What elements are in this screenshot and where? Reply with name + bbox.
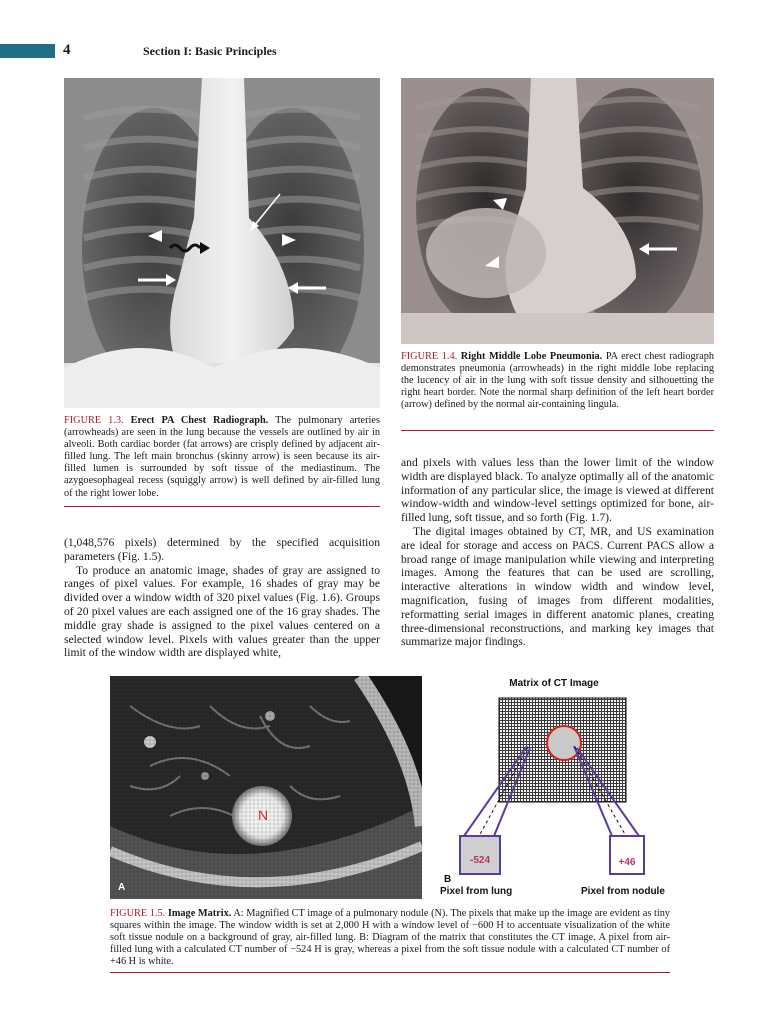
right-paragraph-2: The digital images obtained by CT, MR, and US examination are ideal for storage and access on PACS. Current PACS allow a broad range of image manipulation while viewing and interpreting images. Among the features that can be used are scrolling, interactive alterations in window width and window level, magnification, fusing of images from different modalities, reformatting serial images in different anatomic planes, creating three-dimensional reconstructions, and marking key images that summarize major findings. xyxy=(401,524,714,649)
section-tab xyxy=(0,44,55,58)
nodule-pixel-caption: Pixel from nodule xyxy=(581,886,665,897)
figure-1-3-label: FIGURE 1.3. xyxy=(64,415,124,426)
figure-1-4-rule xyxy=(401,430,714,431)
figure-1-5-title: Image Matrix. xyxy=(167,908,232,919)
nodule-label: N xyxy=(258,807,269,823)
nodule-pixel-value: +46 xyxy=(618,857,636,868)
panel-b-letter: B xyxy=(444,874,452,885)
left-column-text xyxy=(64,536,380,660)
figure-1-5-rule xyxy=(110,972,670,973)
lung-pixel-value: -524 xyxy=(469,855,491,866)
figure-1-4-text: PA erect chest radiograph demonstrates pneumonia (arrowheads) in the right middle lobe replacing the lucency of air in the lung with soft tissue density and silhouetting the right heart border. Note the normal sharp definition of the left heart border (arrow) defined by the normal air-containing lingula. xyxy=(401,351,714,411)
matrix-title: Matrix of CT Image xyxy=(509,678,599,689)
figure-1-4-label: FIGURE 1.4. xyxy=(401,351,458,362)
figure-1-5-caption xyxy=(110,908,670,968)
right-paragraph-1: and pixels with values less than the lower limit of the window width are displayed black. To analyze optimally all of the anatomic information of any particular slice, the image is viewed at different window-width and window-level settings optimized for bone, air-filled lung, soft tissue, and so forth (Fig. 1.7). xyxy=(401,456,714,525)
figure-1-4-title: Right Middle Lobe Pneumonia. xyxy=(460,351,603,362)
figure-1-3-text: The pulmonary arteries (arrowheads) are seen in the lung because the vessels are outlined by air in alveoli. Both cardiac border (fat arrows) are crisply defined by adjacent air-filled lung. The left main bronchus (skinny arrow) is seen because its air-filled lumen is surrounded by soft tissue of the mediastinum. The azygoesophageal recess (squiggly arrow) is well defined by air-filled lung of the right lower lobe. xyxy=(64,415,380,499)
figure-1-5-text: A: Magnified CT image of a pulmonary nodule (N). The pixels that make up the image are evident as tiny squares within the image. The window width is set at 2,000 H with a window level of −600 H to accentuate visualization of the white soft tissue nodule on a background of gray, air-filled lung. B: Diagram of the matrix that constitutes the CT image. A pixel from air-filled lung with a calculated CT number of −524 H is gray, whereas a pixel from the soft tissue nodule with a calculated CT number of +46 H is white. xyxy=(110,908,670,968)
section-title: Section I: Basic Principles xyxy=(143,44,277,58)
figure-1-4-image xyxy=(401,78,714,344)
left-paragraph-2: To produce an anatomic image, shades of gray are assigned to ranges of pixel values. For example, 16 shades of gray may be divided over a window width of 320 pixel values (Fig. 1.6). Groups of 20 pixel values are each assigned one of the 16 gray shades. The middle gray shade is assigned to the pixel values centered on a selected window level. Pixels with values greater than the upper limit of the window width are displayed white, xyxy=(64,563,380,660)
figure-1-3-rule xyxy=(64,506,380,507)
figure-1-3-image xyxy=(64,78,380,408)
figure-1-5-panel-a xyxy=(110,676,422,899)
figure-1-4-caption xyxy=(401,351,714,411)
right-column-text xyxy=(401,456,714,649)
page-number: 4 xyxy=(63,42,71,58)
figure-1-3-caption xyxy=(64,415,380,500)
figure-1-5-label: FIGURE 1.5. xyxy=(110,908,166,919)
lung-pixel-caption: Pixel from lung xyxy=(440,886,513,897)
figure-1-3-title: Erect PA Chest Radiograph. xyxy=(130,415,269,426)
figure-1-5-panel-b xyxy=(434,676,674,899)
nodule-circle xyxy=(547,726,581,760)
left-paragraph-1: (1,048,576 pixels) determined by the specified acquisition parameters (Fig. 1.5). xyxy=(64,536,380,563)
panel-a-letter: A xyxy=(118,882,126,893)
